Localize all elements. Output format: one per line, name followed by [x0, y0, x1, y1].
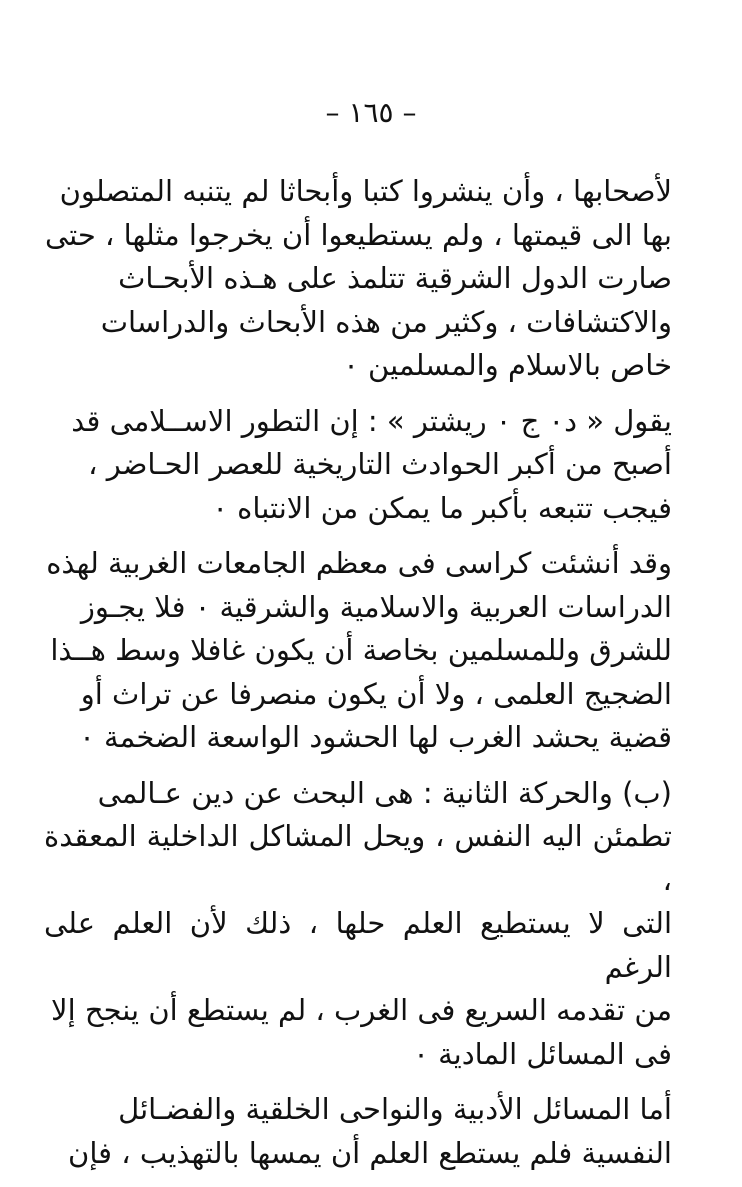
- text-line: بها الى قيمتها ، ولم يستطيعوا أن يخرجوا مثلها ، حتى: [44, 217, 672, 252]
- text-line: التى لا يستطيع العلم حلها ، ذلك لأن العلم على الرغم: [44, 906, 672, 984]
- paragraph-3: [44, 542, 672, 760]
- text-line: لأصحابها ، وأن ينشروا كتبا وأبحاثا لم يتنبه المتصلون: [59, 174, 672, 208]
- text-line: خاص بالاسلام والمسلمين ٠: [343, 348, 672, 382]
- page-number: – ١٦٥ –: [325, 96, 417, 129]
- paragraph-5: [44, 1088, 672, 1175]
- text-line: فيجب تتبعه بأكبر ما يمكن من الانتباه ٠: [212, 490, 672, 525]
- text-line: الدراسات العربية والاسلامية والشرقية ٠ فلا يجـوز: [80, 589, 672, 624]
- body-text: [44, 170, 672, 1187]
- text-line: صارت الدول الشرقية تتلمذ على هـذه الأبحـاث: [118, 261, 672, 295]
- text-line: الضجيج العلمى ، ولا أن يكون منصرفا عن تراث أو: [80, 676, 672, 711]
- text-line: أصبح من أكبر الحوادث التاريخية للعصر الحـاضر ،: [88, 447, 672, 481]
- text-line: للشرق وللمسلمين بخاصة أن يكون غافلا وسط هــذا: [50, 633, 672, 667]
- text-line: من تقدمه السريع فى الغرب ، لم يستطع أن ينجح إلا: [51, 993, 672, 1027]
- paragraph-4: [44, 772, 672, 1077]
- text-line: يقول « د٠ ج ٠ ريشتر » : إن التطور الاســلامى قد: [71, 403, 672, 438]
- paragraph-1: [44, 170, 672, 388]
- paragraph-2: [44, 400, 672, 531]
- text-line: وقد أنشئت كراسى فى معظم الجامعات الغربية لهذه: [46, 546, 672, 580]
- text-line: قضية يحشد الغرب لها الحشود الواسعة الضخمة ٠: [79, 720, 672, 754]
- text-line: أما المسائل الأدبية والنواحى الخلقية والفضـائل: [118, 1092, 672, 1126]
- text-line: فى المسائل المادية ٠: [413, 1036, 672, 1071]
- text-line: تطمئن اليه النفس ، ويحل المشاكل الداخلية المعقدة ،: [44, 819, 672, 897]
- text-line: والاكتشافات ، وكثير من هذه الأبحاث والدراسات: [100, 304, 672, 339]
- text-line: (ب) والحركة الثانية : هى البحث عن دين عـالمى: [97, 775, 672, 810]
- text-line: النفسية فلم يستطع العلم أن يمسها بالتهذيب ، فإن: [68, 1135, 672, 1170]
